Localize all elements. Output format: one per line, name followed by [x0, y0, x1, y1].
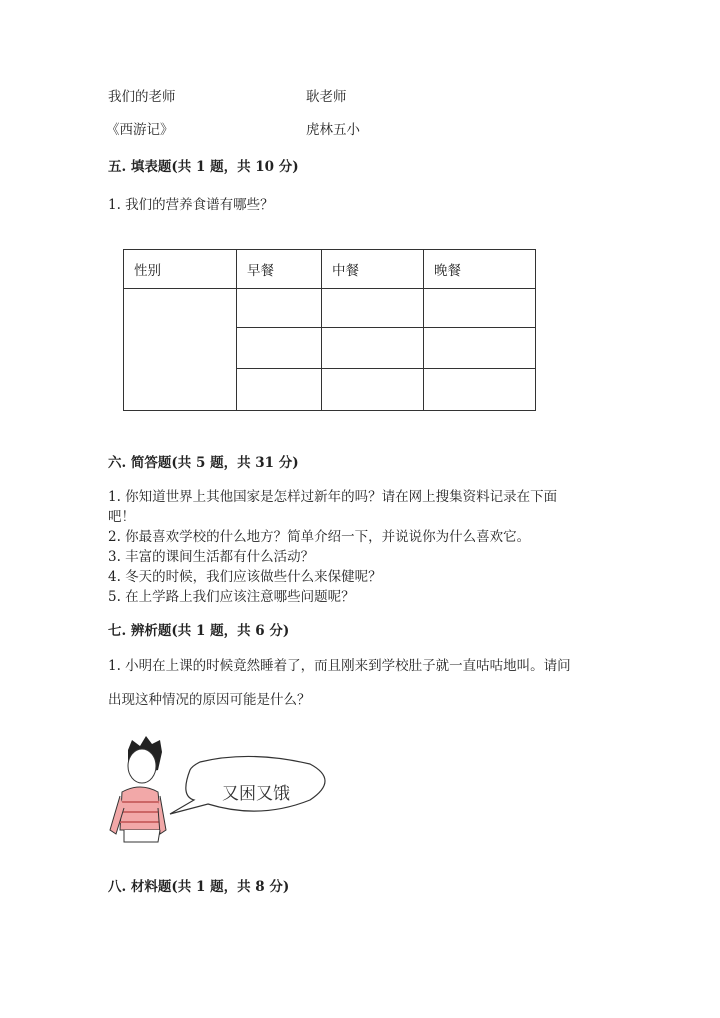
- match-right-2: 虎林五小: [306, 122, 360, 138]
- section7-heading: 七. 辨析题(共 1 题，共 6 分): [108, 623, 290, 639]
- table-cell[interactable]: [322, 289, 424, 328]
- header-breakfast: 早餐: [237, 250, 322, 289]
- section6-q1-cont: 吧！: [108, 509, 135, 525]
- match-left-1: 我们的老师: [108, 89, 176, 105]
- section6-q2: 2. 你最喜欢学校的什么地方？简单介绍一下，并说说你为什么喜欢它。: [108, 529, 531, 545]
- section5-q1: 1. 我们的营养食谱有哪些？: [108, 197, 274, 213]
- section8-heading: 八. 材料题(共 1 题，共 8 分): [108, 879, 290, 895]
- section6-q5: 5. 在上学路上我们应该注意哪些问题呢？: [108, 589, 355, 605]
- table-cell[interactable]: [237, 328, 322, 369]
- section6-heading: 六. 简答题(共 5 题，共 31 分): [108, 455, 299, 471]
- meal-table: [123, 249, 536, 411]
- section7-q1-line2: 出现这种情况的原因可能是什么？: [108, 692, 311, 708]
- boy-illustration: [100, 730, 340, 850]
- table-cell[interactable]: [322, 328, 424, 369]
- header-dinner: 晚餐: [424, 250, 536, 289]
- header-lunch: 中餐: [322, 250, 424, 289]
- table-cell[interactable]: [237, 289, 322, 328]
- section6-q3: 3. 丰富的课间生活都有什么活动？: [108, 549, 315, 565]
- table-cell[interactable]: [424, 289, 536, 328]
- speech-bubble-text: 又困又饿: [222, 784, 290, 804]
- table-cell[interactable]: [424, 328, 536, 369]
- section6-q1: 1. 你知道世界上其他国家是怎样过新年的吗？请在网上搜集资料记录在下面: [108, 489, 558, 505]
- section7-q1-line1: 1. 小明在上课的时候竟然睡着了，而且刚来到学校肚子就一直咕咕地叫。请问: [108, 658, 571, 674]
- header-gender: 性别: [124, 250, 237, 289]
- match-right-1: 耿老师: [306, 89, 347, 105]
- section5-heading: 五. 填表题(共 1 题，共 10 分): [108, 159, 299, 175]
- table-cell[interactable]: [322, 369, 424, 411]
- table-cell[interactable]: [424, 369, 536, 411]
- table-cell[interactable]: [237, 369, 322, 411]
- section6-q4: 4. 冬天的时候，我们应该做些什么来保健呢？: [108, 569, 382, 585]
- match-left-2: 《西游记》: [106, 122, 174, 138]
- table-cell[interactable]: [124, 289, 237, 411]
